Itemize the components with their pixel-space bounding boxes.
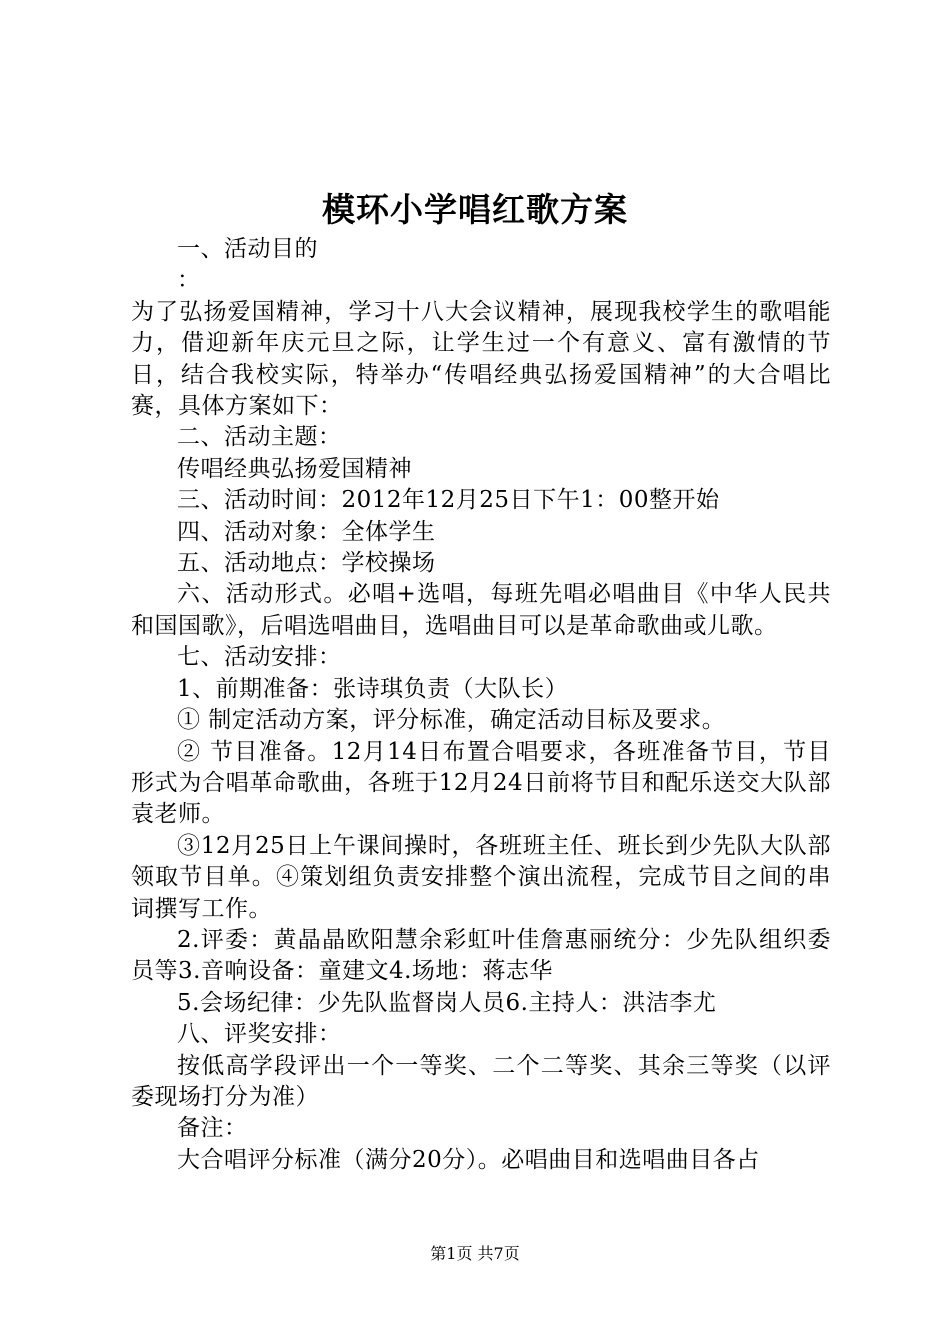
- paragraph-awards: 按低高学段评出一个一等奖、二个二等奖、其余三等奖（以评委现场打分为准）: [131, 1052, 831, 1110]
- paragraph-step-3: ③12月25日上午课间操时，各班班主任、班长到少先队大队部领取节目单。④策划组负责安排整个演出流程，完成节目之间的串词撰写工作。: [131, 832, 831, 922]
- document-body: [131, 234, 831, 1176]
- paragraph-colon: ：: [177, 267, 201, 294]
- paragraph-judges: 2.评委：黄晶晶欧阳慧余彩虹叶佳詹惠丽统分：少先队组织委员等3.音响设备：童建文4.场地：蒋志华: [131, 926, 831, 985]
- paragraph-preparation: 1、前期准备：张诗琪负责（大队长）: [177, 675, 569, 702]
- paragraph-audience: 四、活动对象：全体学生: [177, 518, 436, 545]
- page-number: 第1页 共7页: [430, 1244, 520, 1263]
- paragraph-theme-heading: 二、活动主题：: [177, 424, 342, 451]
- paragraph-note-heading: 备注：: [177, 1115, 248, 1142]
- paragraph-awards-heading: 八、评奖安排：: [177, 1021, 342, 1048]
- paragraph-format: 六、活动形式。必唱+选唱，每班先唱必唱曲目《中华人民共和国国歌》，后唱选唱曲目，选唱曲目可以是革命歌曲或儿歌。: [131, 581, 831, 639]
- paragraph-purpose: 为了弘扬爱国精神，学习十八大会议精神，展现我校学生的歌唱能力，借迎新年庆元旦之际，让学生过一个有意义、富有激情的节日，结合我校实际，特举办“传唱经典弘扬爱国精神”的大合唱比赛，具体方案如下：: [131, 298, 831, 420]
- paragraph-location: 五、活动地点：学校操场: [177, 550, 436, 577]
- document-title: 模环小学唱红歌方案: [322, 190, 628, 229]
- paragraph-scoring: 大合唱评分标准（满分20分）。必唱曲目和选唱曲目各占: [177, 1146, 760, 1173]
- paragraph-time: 三、活动时间：2012年12月25日下午1：00整开始: [177, 487, 720, 514]
- paragraph-step-1: ① 制定活动方案，评分标准，确定活动目标及要求。: [177, 707, 726, 734]
- paragraph-discipline: 5.会场纪律：少先队监督岗人员6.主持人：洪洁李尤: [177, 989, 717, 1016]
- paragraph-goal-heading: 一、活动目的: [177, 236, 318, 262]
- paragraph-step-2: ② 节目准备。12月14日布置合唱要求，各班准备节目，节目形式为合唱革命歌曲，各班于12月24日前将节目和配乐送交大队部袁老师。: [131, 738, 831, 828]
- paragraph-theme: 传唱经典弘扬爱国精神: [177, 455, 412, 482]
- paragraph-arrangement-heading: 七、活动安排：: [177, 644, 342, 671]
